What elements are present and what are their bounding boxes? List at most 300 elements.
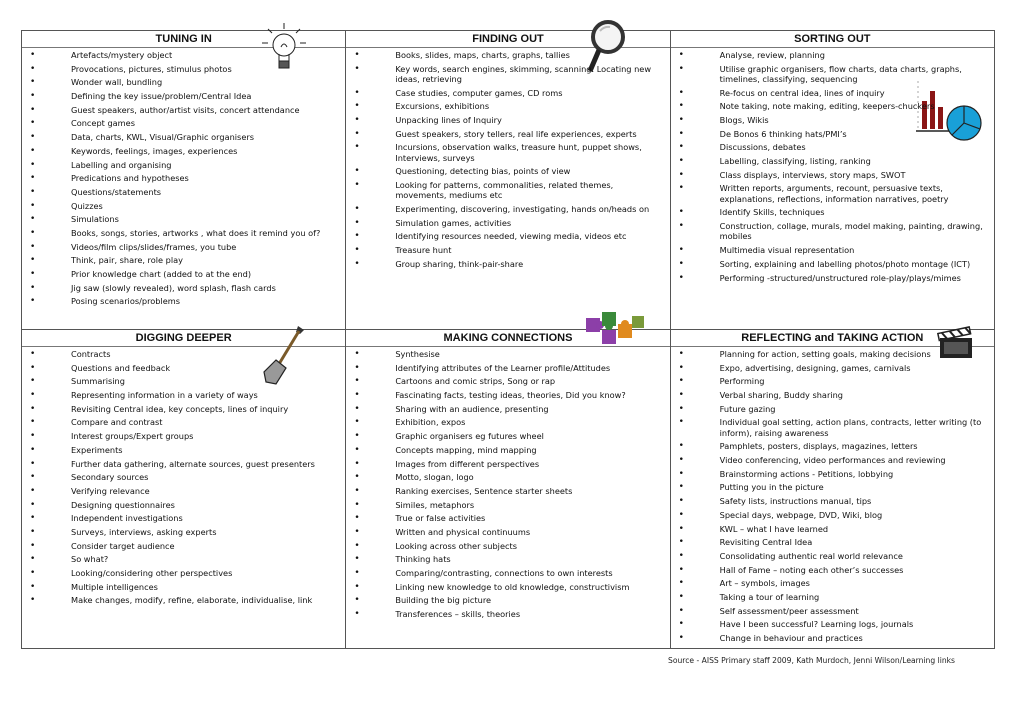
bullet-icon: •: [678, 537, 684, 548]
bullet-icon: •: [354, 403, 360, 414]
list-item-text: Motto, slogan, logo: [395, 472, 474, 483]
list-item: [346, 431, 665, 441]
bullet-icon: •: [30, 568, 36, 578]
bullet-icon: •: [30, 50, 36, 60]
list-item: [671, 376, 990, 386]
list-item: [671, 115, 990, 125]
list-item-text: Taking a tour of learning: [719, 591, 820, 602]
list-item: [22, 363, 341, 373]
list-item: [22, 486, 341, 496]
list-item-text: Experimenting, discovering, investigating, hands on/heads on: [395, 204, 650, 215]
bullet-icon: •: [30, 390, 36, 401]
bullet-icon: •: [678, 272, 684, 283]
list-item-text: Secondary sources: [71, 472, 149, 483]
bullet-icon: •: [30, 200, 36, 211]
list-item: [671, 565, 990, 575]
list-item-text: Surveys, interviews, asking experts: [71, 526, 217, 537]
list-item-text: Looking across other subjects: [395, 540, 517, 551]
bullet-icon: •: [354, 376, 360, 387]
list-item-text: Written reports, arguments, recount, persuasive texts, explanations, reflections, information narratives, poetry: [719, 183, 949, 204]
bullet-icon: •: [354, 540, 360, 551]
list-item: [671, 524, 990, 534]
bullet-icon: •: [30, 581, 36, 592]
list-item-text: Incursions, observation walks, treasure hunt, puppet shows, Interviews, surveys: [395, 142, 642, 163]
list-item: [346, 101, 665, 111]
list-item: [346, 231, 665, 241]
list-item-text: Utilise graphic organisers, flow charts, data charts, graphs, timelines, classifying, sequencing: [719, 63, 962, 84]
list-item: [346, 115, 665, 125]
list-item-text: Re-focus on central idea, lines of inquiry: [719, 87, 885, 98]
list-item: [346, 459, 665, 469]
bullet-icon: •: [354, 231, 360, 242]
list-item: [346, 527, 665, 537]
bullet-icon: •: [30, 540, 36, 551]
list-item: [22, 214, 341, 224]
list-item-text: Verbal sharing, Buddy sharing: [719, 390, 843, 401]
bullet-icon: •: [678, 362, 684, 373]
list-item: [346, 500, 665, 510]
bullet-icon: •: [678, 50, 684, 60]
bullet-icon: •: [30, 145, 36, 156]
list-item: [671, 455, 990, 465]
list-item-text: Labelling, classifying, listing, ranking: [719, 156, 871, 167]
bullet-icon: •: [678, 128, 684, 139]
list-item-text: KWL – what I have learned: [719, 523, 829, 534]
list-item-text: Provocations, pictures, stimulus photos: [71, 63, 232, 74]
bullet-icon: •: [678, 455, 684, 466]
section-title: SORTING OUT: [671, 31, 994, 48]
list-item: [22, 554, 341, 564]
list-item: [22, 187, 341, 197]
puzzle-pieces-icon: [584, 308, 646, 354]
list-item: [671, 469, 990, 479]
list-item: [671, 50, 990, 60]
bullet-icon: •: [678, 550, 684, 561]
bullet-icon: •: [30, 296, 36, 307]
bullet-icon: •: [678, 468, 684, 479]
list-item: [346, 129, 665, 139]
list-item: [671, 417, 990, 438]
list-item: [346, 64, 665, 85]
list-item-text: Contracts: [71, 349, 111, 359]
bullet-icon: •: [30, 376, 36, 387]
list-item: [22, 242, 341, 252]
list-item: [22, 160, 341, 170]
section-cell: [670, 330, 994, 649]
list-item: [671, 207, 990, 217]
bullet-icon: •: [30, 472, 36, 483]
list-item-text: Special days, webpage, DVD, Wiki, blog: [719, 509, 883, 520]
bullet-icon: •: [678, 115, 684, 126]
bullet-icon: •: [30, 77, 36, 88]
list-item-text: Group sharing, think-pair-share: [395, 258, 524, 269]
bullet-icon: •: [354, 204, 360, 215]
list-item: [346, 204, 665, 214]
list-item: [346, 376, 665, 386]
list-item: [346, 595, 665, 605]
bullet-icon: •: [354, 417, 360, 428]
list-item-text: Expo, advertising, designing, games, carnivals: [719, 362, 911, 373]
list-item-text: Key words, search engines, skimming, scanning. Locating new ideas, retrieving: [395, 63, 652, 84]
list-item-text: Hall of Fame – noting each other’s successes: [719, 564, 904, 575]
bullet-icon: •: [678, 390, 684, 401]
list-item: [671, 349, 990, 359]
bullet-icon: •: [678, 169, 684, 180]
list-item: [22, 500, 341, 510]
section-cell: [670, 31, 994, 330]
list-item-text: Change in behaviour and practices: [719, 633, 863, 644]
bullet-icon: •: [30, 241, 36, 252]
bullet-icon: •: [30, 63, 36, 74]
bullet-icon: •: [678, 605, 684, 616]
list-item: [22, 527, 341, 537]
list-item-text: Consolidating authentic real world relevance: [719, 550, 903, 561]
list-item-text: Performing -structured/unstructured role-play/plays/mimes: [719, 272, 961, 283]
list-item-text: Questions/statements: [71, 186, 162, 197]
bullet-icon: •: [678, 207, 684, 218]
list-item: [346, 417, 665, 427]
bullet-icon: •: [354, 101, 360, 112]
list-item: [346, 245, 665, 255]
section-item-list: [671, 48, 994, 283]
list-item: [22, 582, 341, 592]
list-item-text: Discussions, debates: [719, 142, 806, 153]
list-item: [22, 255, 341, 265]
list-item-text: Keywords, feelings, images, experiences: [71, 145, 238, 156]
list-item: [22, 201, 341, 211]
bullet-icon: •: [30, 269, 36, 279]
list-item: [346, 472, 665, 482]
list-item: [22, 118, 341, 128]
list-item: [346, 554, 665, 564]
bullet-icon: •: [30, 431, 36, 442]
bullet-icon: •: [354, 349, 360, 359]
list-item: [671, 101, 990, 111]
bullet-icon: •: [354, 568, 360, 578]
bullet-icon: •: [678, 523, 684, 534]
list-item: [346, 218, 665, 228]
list-item: [346, 349, 665, 359]
bullet-icon: •: [30, 403, 36, 414]
list-item: [671, 363, 990, 373]
bullet-icon: •: [678, 101, 684, 112]
bullet-icon: •: [30, 349, 36, 359]
bullet-icon: •: [354, 472, 360, 483]
list-item: [346, 50, 665, 60]
section-title: DIGGING DEEPER: [22, 330, 345, 347]
list-item-text: Concept games: [71, 118, 135, 129]
bullet-icon: •: [678, 482, 684, 493]
list-item: [22, 296, 341, 306]
list-item-text: Representing information in a variety of ways: [71, 390, 258, 401]
section-title: TUNING IN: [22, 31, 345, 48]
list-item-text: Posing scenarios/problems: [71, 296, 181, 307]
list-item: [22, 283, 341, 293]
list-item-text: Data, charts, KWL, Visual/Graphic organisers: [71, 132, 254, 143]
list-item: [671, 170, 990, 180]
section-item-list: [671, 347, 994, 643]
list-item-text: Quizzes: [71, 200, 103, 211]
list-item-text: Make changes, modify, refine, elaborate, individualise, link: [71, 595, 313, 606]
list-item: [671, 510, 990, 520]
bullet-icon: •: [354, 431, 360, 442]
list-item: [671, 259, 990, 269]
list-item: [22, 269, 341, 279]
section-title: REFLECTING and TAKING ACTION: [671, 330, 994, 347]
list-item-text: Blogs, Wikis: [719, 115, 769, 126]
list-item-text: Putting you in the picture: [719, 482, 824, 493]
section-title: FINDING OUT: [346, 31, 669, 48]
list-item-text: True or false activities: [395, 513, 486, 524]
list-item-text: Note taking, note making, editing, keepers-chuckers: [719, 101, 935, 112]
list-item-text: Questioning, detecting bias, points of view: [395, 166, 571, 177]
bullet-icon: •: [678, 63, 684, 74]
bullet-icon: •: [354, 166, 360, 177]
bullet-icon: •: [354, 63, 360, 74]
list-item: [671, 183, 990, 204]
bullet-icon: •: [354, 526, 360, 537]
list-item-text: Comparing/contrasting, connections to own interests: [395, 568, 613, 578]
list-item-text: Predications and hypotheses: [71, 173, 189, 184]
bullet-icon: •: [30, 255, 36, 266]
list-item: [671, 156, 990, 166]
bullet-icon: •: [30, 91, 36, 102]
list-item-text: Artefacts/mystery object: [71, 50, 173, 60]
list-item: [346, 142, 665, 163]
bullet-icon: •: [30, 159, 36, 170]
bullet-icon: •: [678, 496, 684, 507]
list-item-text: Guest speakers, story tellers, real life experiences, experts: [395, 128, 637, 139]
list-item-text: Looking for patterns, commonalities, related themes, movements, mediums etc: [395, 180, 614, 201]
list-item-text: Linking new knowledge to old knowledge, constructivism: [395, 581, 630, 592]
list-item: [346, 568, 665, 578]
list-item-text: Class displays, interviews, story maps, SWOT: [719, 169, 906, 180]
list-item: [671, 404, 990, 414]
list-item: [22, 77, 341, 87]
bullet-icon: •: [354, 444, 360, 455]
list-item: [671, 245, 990, 255]
list-item: [22, 146, 341, 156]
list-item-text: Verifying relevance: [71, 485, 150, 496]
list-item-text: Compare and contrast: [71, 417, 163, 428]
bullet-icon: •: [354, 390, 360, 401]
list-item-text: Sharing with an audience, presenting: [395, 403, 549, 414]
list-item: [346, 404, 665, 414]
list-item-text: Exhibition, expos: [395, 417, 466, 428]
bullet-icon: •: [354, 513, 360, 524]
bullet-icon: •: [678, 258, 684, 269]
bullet-icon: •: [30, 526, 36, 537]
list-item-text: Safety lists, instructions manual, tips: [719, 496, 872, 507]
list-item-text: Summarising: [71, 376, 125, 387]
bullet-icon: •: [678, 578, 684, 589]
list-item: [22, 595, 341, 605]
list-item-text: Fascinating facts, testing ideas, theories, Did you know?: [395, 390, 626, 401]
list-item-text: Revisiting Central idea, key concepts, lines of inquiry: [71, 403, 289, 414]
list-item: [346, 609, 665, 619]
bullet-icon: •: [354, 245, 360, 256]
list-item: [346, 363, 665, 373]
list-item: [22, 431, 341, 441]
bullet-icon: •: [678, 441, 684, 452]
bullet-icon: •: [354, 458, 360, 469]
bullet-icon: •: [30, 282, 36, 293]
bullet-icon: •: [30, 132, 36, 143]
bullet-icon: •: [678, 509, 684, 520]
list-item: [22, 472, 341, 482]
list-item: [671, 64, 990, 85]
list-item: [671, 273, 990, 283]
list-item-text: Books, songs, stories, artworks , what does it remind you of?: [71, 227, 321, 238]
list-item-text: Images from different perspectives: [395, 458, 540, 469]
list-item: [22, 173, 341, 183]
list-item-text: Guest speakers, author/artist visits, concert attendance: [71, 104, 300, 115]
list-item: [671, 129, 990, 139]
list-item-text: Identifying resources needed, viewing media, videos etc: [395, 231, 627, 242]
bullet-icon: •: [678, 417, 684, 428]
list-item: [671, 578, 990, 588]
list-item-text: Multiple intelligences: [71, 581, 158, 592]
bullet-icon: •: [30, 118, 36, 129]
list-item-text: Self assessment/peer assessment: [719, 605, 859, 616]
bullet-icon: •: [30, 104, 36, 115]
list-item: [22, 349, 341, 359]
list-item-text: Consider target audience: [71, 540, 175, 551]
bullet-icon: •: [354, 554, 360, 565]
list-item-text: Thinking hats: [395, 554, 451, 565]
list-item-text: Similes, metaphors: [395, 499, 475, 510]
list-item: [22, 417, 341, 427]
list-item: [346, 445, 665, 455]
list-item-text: Transferences – skills, theories: [395, 609, 521, 620]
list-item: [22, 64, 341, 74]
list-item: [671, 441, 990, 451]
list-item-text: Concepts mapping, mind mapping: [395, 444, 537, 455]
list-item: [671, 619, 990, 629]
bullet-icon: •: [30, 485, 36, 496]
list-item: [671, 142, 990, 152]
bullet-icon: •: [30, 417, 36, 428]
list-item: [22, 459, 341, 469]
section-cell: [22, 31, 346, 330]
section-item-list: [346, 347, 669, 619]
bullet-icon: •: [30, 513, 36, 524]
list-item: [671, 551, 990, 561]
list-item: [346, 88, 665, 98]
list-item-text: Video conferencing, video performances and reviewing: [719, 455, 946, 466]
list-item-text: Jig saw (slowly revealed), word splash, flash cards: [71, 282, 276, 293]
list-item-text: Pamphlets, posters, displays, magazines, letters: [719, 441, 918, 452]
bullet-icon: •: [30, 173, 36, 184]
list-item-text: Defining the key issue/problem/Central Idea: [71, 91, 252, 102]
list-item-text: Performing: [719, 376, 765, 387]
list-item: [22, 376, 341, 386]
bullet-icon: •: [30, 186, 36, 197]
bullet-icon: •: [678, 245, 684, 256]
list-item-text: Art – symbols, images: [719, 578, 810, 589]
bullet-icon: •: [354, 50, 360, 60]
section-cell: [346, 31, 670, 330]
section-item-list: [22, 48, 345, 307]
bullet-icon: •: [354, 362, 360, 373]
list-item-text: Multimedia visual representation: [719, 245, 855, 256]
list-item: [346, 180, 665, 201]
list-item: [671, 88, 990, 98]
bullet-icon: •: [30, 444, 36, 455]
bullet-icon: •: [354, 87, 360, 98]
list-item-text: Analyse, review, planning: [719, 50, 825, 60]
list-item-text: Independent investigations: [71, 513, 183, 524]
source-credit: Source - AISS Primary staff 2009, Kath Murdoch, Jenni Wilson/Learning links: [668, 656, 955, 665]
section-cell: [22, 330, 346, 649]
list-item-text: Books, slides, maps, charts, graphs, tallies: [395, 50, 570, 60]
list-item-text: Identify Skills, techniques: [719, 207, 825, 218]
list-item: [22, 91, 341, 101]
list-item-text: Building the big picture: [395, 595, 492, 606]
section-title: MAKING CONNECTIONS: [346, 330, 669, 347]
list-item-text: Simulations: [71, 214, 119, 225]
list-item-text: Revisiting Central Idea: [719, 537, 813, 548]
bullet-icon: •: [354, 609, 360, 620]
list-item: [22, 568, 341, 578]
list-item: [671, 633, 990, 643]
list-item: [346, 541, 665, 551]
bullet-icon: •: [678, 156, 684, 167]
list-item-text: Synthesise: [395, 349, 440, 359]
list-item: [22, 513, 341, 523]
list-item-text: Further data gathering, alternate sources, guest presenters: [71, 458, 315, 469]
bullet-icon: •: [678, 183, 684, 194]
bullet-icon: •: [678, 142, 684, 153]
list-item: [671, 390, 990, 400]
bullet-icon: •: [678, 349, 684, 359]
list-item-text: Written and physical continuums: [395, 526, 531, 537]
bullet-icon: •: [354, 217, 360, 228]
list-item: [22, 50, 341, 60]
activity-grid: [21, 30, 995, 649]
list-item-text: Treasure hunt: [395, 245, 452, 256]
list-item-text: De Bonos 6 thinking hats/PMI’s: [719, 128, 847, 139]
list-item: [22, 445, 341, 455]
list-item: [346, 166, 665, 176]
bullet-icon: •: [354, 128, 360, 139]
list-item-text: Simulation games, activities: [395, 217, 512, 228]
list-item-text: Think, pair, share, role play: [71, 255, 184, 266]
bullet-icon: •: [678, 221, 684, 232]
bullet-icon: •: [30, 362, 36, 373]
bullet-icon: •: [678, 633, 684, 644]
section-item-list: [346, 48, 669, 269]
bullet-icon: •: [354, 142, 360, 153]
bullet-icon: •: [678, 564, 684, 575]
list-item: [346, 582, 665, 592]
list-item: [346, 390, 665, 400]
list-item-text: Wonder wall, bundling: [71, 77, 163, 88]
list-item-text: Questions and feedback: [71, 362, 171, 373]
list-item: [671, 482, 990, 492]
list-item: [346, 259, 665, 269]
list-item-text: Graphic organisers eg futures wheel: [395, 431, 544, 442]
list-item-text: Interest groups/Expert groups: [71, 431, 194, 442]
bullet-icon: •: [30, 554, 36, 565]
bullet-icon: •: [678, 376, 684, 387]
list-item: [22, 541, 341, 551]
bullet-icon: •: [354, 595, 360, 606]
bullet-icon: •: [30, 499, 36, 510]
bullet-icon: •: [678, 591, 684, 602]
list-item-text: Designing questionnaires: [71, 499, 175, 510]
list-item: [346, 486, 665, 496]
